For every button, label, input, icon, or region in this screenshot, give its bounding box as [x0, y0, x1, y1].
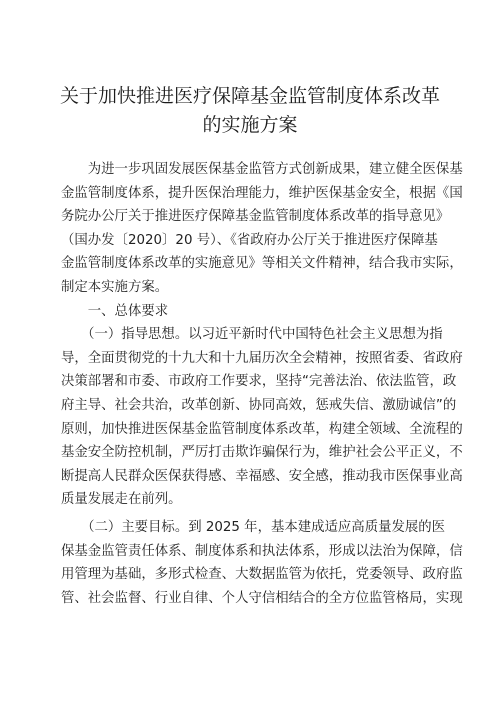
guiding-line: （一）指导思想。以习近平新时代中国特色社会主义思想为指 — [61, 327, 443, 343]
guiding-line: 导，全面贯彻党的十九大和十九届历次全会精神，按照省委、省政府 — [61, 350, 463, 366]
goal-line: 用管理为基础，多形式检查、大数据监管为依托，党委领导、政府监 — [61, 567, 463, 583]
intro-line: 务院办公厅关于推进医疗保障基金监管制度体系改革的指导意见》 — [61, 209, 450, 225]
goal-line: （二）主要目标。到 2025 年，基本建成适应高质量发展的医 — [61, 519, 446, 535]
goal-line: 保基金监管责任体系、制度体系和执法体系，形成以法治为保障，信 — [61, 543, 463, 559]
intro-line: 制定本实施方案。 — [61, 279, 169, 295]
guiding-line: 质量发展走在前列。 — [61, 492, 182, 508]
document-title — [40, 82, 460, 140]
intro-line: 为进一步巩固发展医保基金监管方式创新成果，建立健全医保基 — [61, 162, 463, 177]
intro-line: （国办发〔2020〕20 号）、《省政府办公厅关于推进医疗保障基 — [61, 232, 438, 248]
guiding-line: 府主导、社会共治，改革创新、协同高效，惩戒失信、激励诚信”的 — [61, 397, 457, 413]
guiding-line: 基金安全防控机制，严厉打击欺诈骗保行为，维护社会公平正义，不 — [61, 445, 463, 461]
guiding-line: 决策部署和市委、市政府工作要求，坚持“完善法治、依法监管，政 — [61, 374, 457, 390]
main-goals-paragraph — [61, 516, 463, 610]
guiding-line: 原则，加快推进医保基金监管制度体系改革，构建全领域、全流程的 — [61, 421, 463, 437]
intro-line: 金监管制度体系改革的实施意见》等相关文件精神，结合我市实际， — [61, 256, 463, 272]
title-line-2: 的实施方案 — [202, 114, 298, 136]
document-body — [61, 158, 463, 610]
goal-line: 管、社会监督、行业自律、个人守信相结合的全方位监管格局，实现 — [61, 590, 463, 606]
title-line-1: 关于加快推进医疗保障基金监管制度体系改革 — [59, 85, 440, 107]
intro-paragraph — [61, 158, 463, 300]
intro-line: 金监管制度体系，提升医保治理能力，维护医保基金安全，根据《国 — [61, 185, 463, 201]
section-heading: 一、总体要求 — [61, 303, 169, 319]
guiding-ideology-paragraph — [61, 323, 463, 512]
guiding-line: 断提高人民群众医保获得感、幸福感、安全感，推动我市医保事业高 — [61, 468, 463, 484]
